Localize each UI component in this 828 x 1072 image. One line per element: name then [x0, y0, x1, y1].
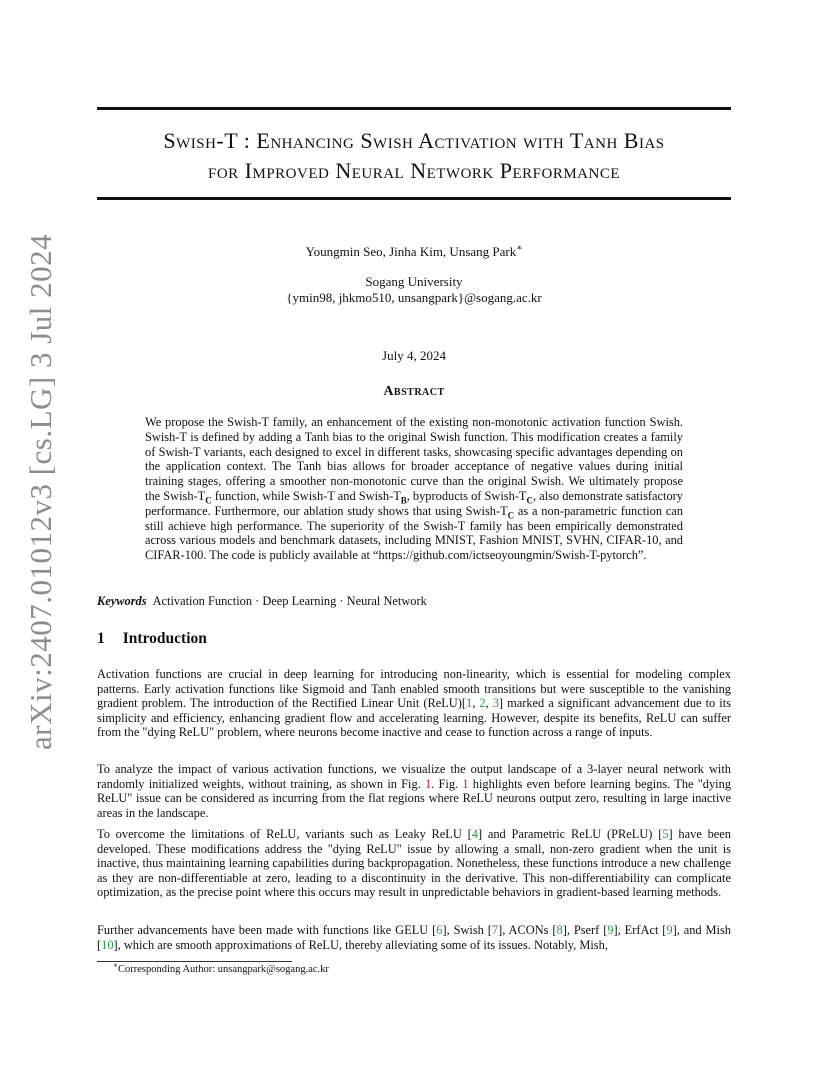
corresponding-author-mark: ∗ [516, 242, 523, 253]
figure-reference-link[interactable]: 1 [425, 776, 432, 791]
paragraph-text: ] and Parametric ReLU (PReLU) [ [477, 827, 663, 841]
citation-link[interactable]: 9 [666, 923, 673, 937]
intro-paragraph-1 [97, 667, 731, 740]
paragraph-text: ], ACONs [ [498, 923, 557, 937]
paragraph-text: highlights even before learning begins. The "dying ReLU" issue can be considered as incurring from the flat regions where ReLU neurons output zero, resulting in large inactive areas in the landscape. [97, 776, 732, 820]
citation-link[interactable]: 9 [607, 923, 614, 937]
paragraph-text: ], which are smooth approximations of ReLU, thereby alleviating some of its issues. Notably, Mish, [113, 937, 608, 952]
abstract-text-c: , byproducts of Swish-T [406, 488, 527, 503]
abstract-text-b: function, while Swish-T and Swish-T [211, 488, 401, 503]
footnote-text: Corresponding Author: unsangpark@sogang.ac.kr [118, 964, 329, 975]
subscript-b: B [400, 495, 407, 506]
publication-date: July 4, 2024 [382, 348, 446, 363]
author-emails: {ymin98, jhkmo510, unsangpark}@sogang.ac.kr [286, 290, 542, 305]
author-names: Youngmin Seo, Jinha Kim, Unsang Park [305, 244, 517, 259]
paragraph-text: ], and Mish [ [97, 923, 731, 952]
institution: Sogang University [365, 274, 463, 289]
figure-reference-link[interactable]: 1 [462, 776, 469, 791]
footnote-rule [97, 961, 292, 962]
paragraph-text: To overcome the limitations of ReLU, variants such as Leaky ReLU [ [97, 827, 472, 841]
citation-link[interactable]: 5 [662, 827, 669, 841]
paragraph-text: Further advancements have been made with functions like GELU [ [97, 923, 437, 937]
affiliation-block [97, 274, 731, 306]
keywords-line [97, 594, 731, 609]
keywords-text: Activation Function · Deep Learning · Neural Network [152, 594, 427, 608]
paragraph-text: ] marked a significant advancement due to its simplicity and efficiency, enhancing gradient flow and accelerating learning. However, despite its benefits, ReLU can suffer from the "dying ReLU" problem, where neurons become inactive and cease to function across a range of inputs. [97, 696, 731, 740]
abstract-text-d: , also demonstrate satisfactory performance. Furthermore, our ablation study shows that using Swish-T [145, 488, 683, 518]
citation-link[interactable]: 2 [479, 696, 486, 711]
paper-title-line-2: for Improved Neural Network Performance [207, 158, 621, 183]
paragraph-text: ], ErfAct [ [613, 923, 667, 937]
paragraph-text: To analyze the impact of various activation functions, we visualize the output landscape of a 3-layer neural network with randomly initialized weights, without training, as shown in Fig. [97, 762, 731, 791]
citation-link[interactable]: 8 [556, 923, 563, 937]
arxiv-identifier-stamp: arXiv:2407.01012v3 [cs.LG] 3 Jul 2024 [23, 233, 58, 750]
intro-paragraph-4 [97, 923, 731, 952]
intro-paragraph-2 [97, 762, 731, 820]
paragraph-text: ], Pserf [ [562, 923, 608, 937]
paragraph-text: . Fig. [431, 776, 463, 791]
citation-link[interactable]: 4 [471, 827, 478, 841]
keywords-label: Keywords [97, 594, 147, 608]
paper-title-line-1: Swish-T : Enhancing Swish Activation with Tanh Bias [163, 128, 665, 153]
citation-link[interactable]: 1 [465, 696, 473, 711]
footnote [113, 960, 329, 975]
section-heading-introduction [97, 630, 207, 648]
subscript-c: C [507, 510, 515, 521]
abstract-body [145, 415, 683, 563]
footnote-mark: ∗ [113, 960, 118, 970]
citation-link[interactable]: 7 [491, 923, 499, 937]
author-list [97, 243, 731, 260]
paragraph-text: , [472, 696, 480, 711]
title-top-rule [97, 107, 731, 110]
intro-paragraph-3 [97, 827, 731, 900]
subscript-c: C [205, 495, 212, 506]
citation-link[interactable]: 3 [492, 696, 499, 711]
paragraph-text: , [485, 696, 493, 711]
paper-title [97, 126, 731, 186]
citation-link[interactable]: 10 [101, 937, 114, 952]
paragraph-text: ], Swish [ [442, 923, 492, 937]
subscript-c: C [526, 495, 533, 506]
title-bottom-rule [97, 197, 731, 200]
abstract-text-e: as a non-parametric function can still achieve high performance. The superiority of the Swish-T family has been empirically demonstrated across various models and benchmark datasets, including MNIST, Fashion MNIST, SVHN, CIFAR-10, and CIFAR-100. The code is publicly available at “https://github.com/ictseoyoungmin/Swish-T-pytorch”. [145, 503, 683, 563]
abstract-text-a: We propose the Swish-T family, an enhancement of the existing non-monotonic activation function Swish. Swish-T is defined by adding a Tanh bias to the original Swish function. This modification creates a family of Swish-T variants, each designed to excel in different tasks, showcasing specific advantages depending on the application context. The Tanh bias allows for broader acceptance of negative values during initial training stages, offering a smoother non-monotonic curve than the original Swish. We ultimately propose the Swish-T [145, 415, 683, 503]
paragraph-text: ] have been developed. These modifications address the "dying ReLU" issue by allowing a small, non-zero gradient when the unit is inactive, thus maintaining learning capabilities during backpropagation. Nonetheless, these functions introduce a new challenge as they are non-differentiable at zero, leading to a discontinuity in the derivative. This non-differentiability can complicate optimization, as the precise point where this occurs may result in unpredictable behaviors in gradient-based learning methods. [97, 827, 731, 900]
abstract-heading: Abstract [383, 384, 445, 399]
section-number: 1 [97, 630, 105, 647]
citation-link[interactable]: 6 [436, 923, 443, 937]
paragraph-text: Activation functions are crucial in deep learning for introducing non-linearity, which is essential for modeling complex patterns. Early activation functions like Sigmoid and Tanh enabled smooth transitions but were susceptible to the vanishing gradient problem. The introduction of the Rectified Linear Unit (ReLU)[ [97, 667, 731, 711]
section-title: Introduction [122, 630, 207, 647]
